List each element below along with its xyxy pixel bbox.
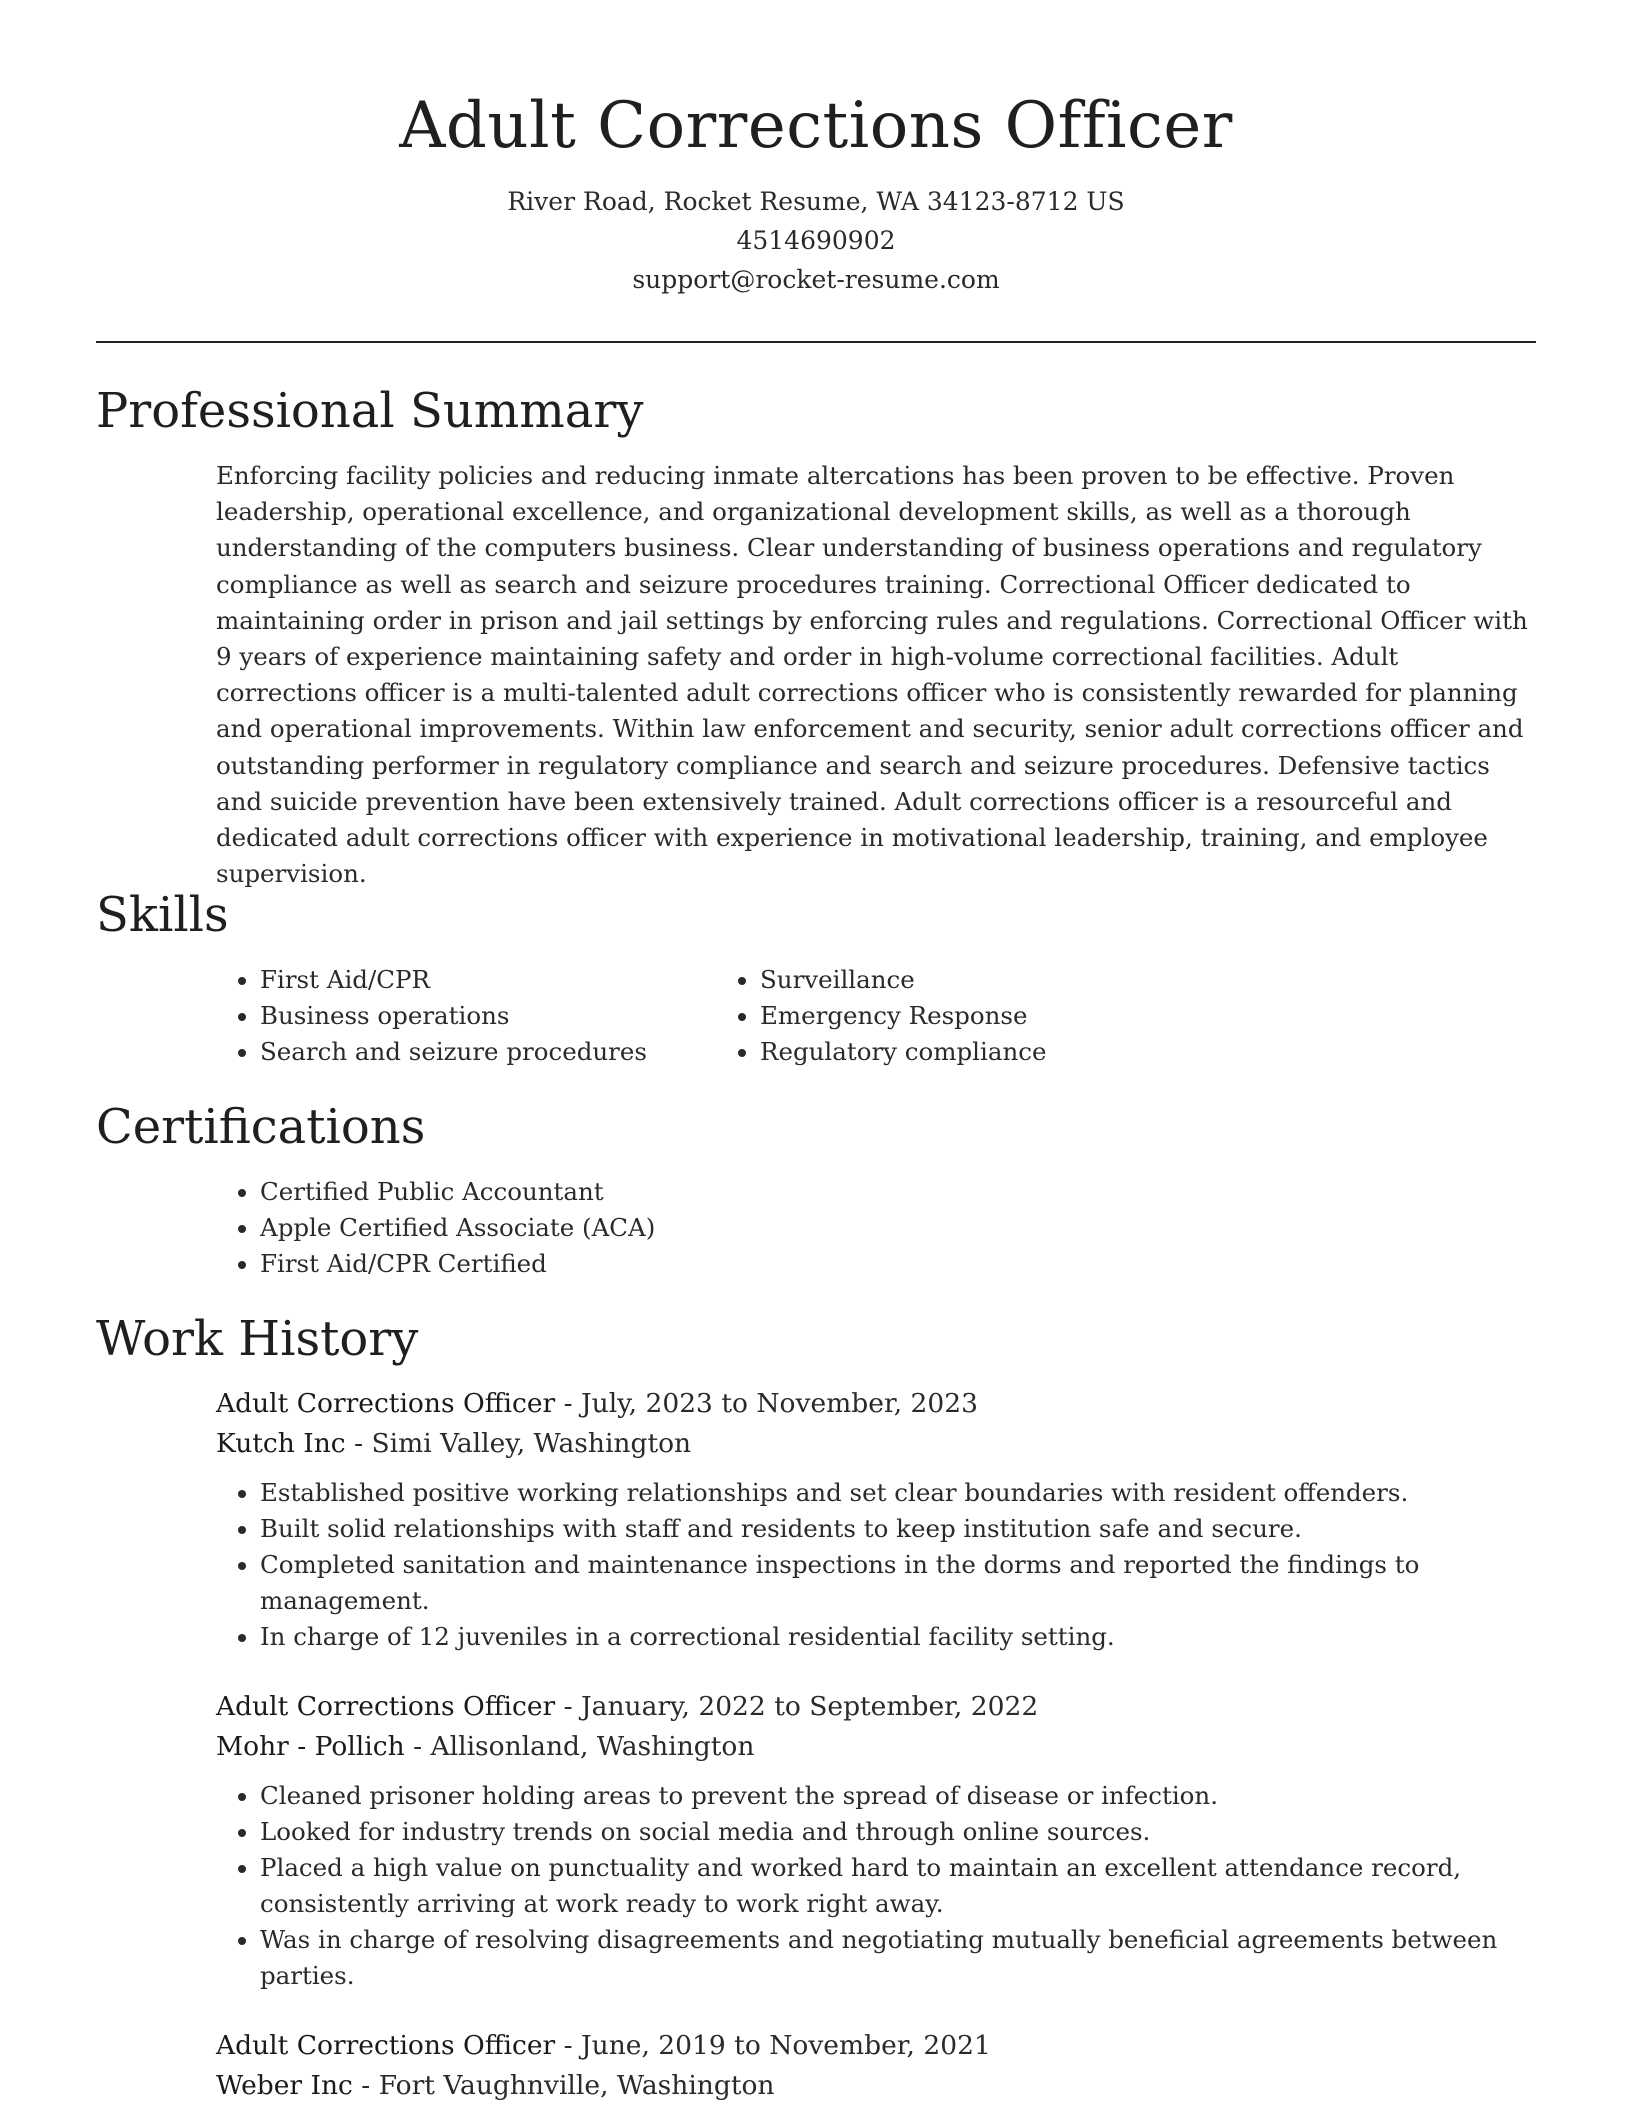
job-duty: • Established positive working relationships and set clear boundaries with resident offenders. [260,1475,1536,1511]
contact-address: River Road, Rocket Resume, WA 34123-8712 US [507,187,1125,216]
skill-item: • Emergency Response [760,998,1046,1034]
job-dates: June, 2019 to November, 2021 [581,2030,991,2061]
certifications-list [96,1174,1536,1282]
contact-block [0,182,1632,299]
skill-item: • Business operations [260,998,746,1034]
job-separator: - [352,2070,379,2101]
contact-phone: 4514690902 [736,226,896,255]
job-location: Fort Vaughnville, Washington [378,2070,775,2101]
job-company: Weber Inc [216,2070,353,2101]
job-company: Mohr - Pollich [216,1731,405,1762]
skill-item: • First Aid/CPR [260,962,746,998]
certification-item: • Certified Public Accountant [260,1174,1536,1210]
certification-item: • Apple Certified Associate (ACA) [260,1210,1536,1246]
work-history-heading: Work History [96,1311,419,1367]
job-location: Allisonland, Washington [430,1731,755,1762]
job-separator: - [404,1731,431,1762]
contact-email: support@rocket-resume.com [632,265,1000,294]
job-separator: - [345,1428,372,1459]
job-title: Adult Corrections Officer [216,1691,556,1722]
job-company-line [216,1727,1536,1767]
certifications-section [96,1095,1536,1282]
job-entry [216,1687,1536,1994]
job-duties-list [216,1475,1536,1655]
job-title: Adult Corrections Officer [216,1388,556,1419]
job-entry [216,2026,1536,2106]
skill-item: • Search and seizure procedures [260,1034,746,1070]
job-duty: • Looked for industry trends on social media and through online sources. [260,1814,1536,1850]
job-duty: • Placed a high value on punctuality and worked hard to maintain an excellent attendance record, consistently arriving at work ready to work right away. [260,1850,1536,1922]
job-dates: July, 2023 to November, 2023 [581,1388,978,1419]
job-title-line [216,1384,1536,1424]
skill-item: • Surveillance [760,962,1046,998]
job-duty: • Was in charge of resolving disagreements and negotiating mutually beneficial agreements between parties. [260,1922,1536,1994]
job-duty: • Cleaned prisoner holding areas to prevent the spread of disease or infection. [260,1778,1536,1814]
certification-item: • First Aid/CPR Certified [260,1246,1536,1282]
skill-item: • Regulatory compliance [760,1034,1046,1070]
summary-heading: Professional Summary [96,383,644,439]
job-title: Adult Corrections Officer [216,2030,556,2061]
certifications-heading: Certifications [96,1099,426,1155]
job-title-line [216,2026,1536,2066]
skills-list-left [96,962,746,1070]
job-location: Simi Valley, Washington [371,1428,692,1459]
summary-section [96,379,1536,892]
skills-heading: Skills [96,887,229,943]
job-company: Kutch Inc [216,1428,346,1459]
job-entry [216,1384,1536,1655]
job-separator: - [555,2030,582,2061]
job-separator: - [555,1388,582,1419]
job-duty: • Completed sanitation and maintenance inspections in the dorms and reported the findings to management. [260,1547,1536,1619]
summary-text: Enforcing facility policies and reducing inmate altercations has been proven to be effective. Proven leadership, operational excellence, and organizational development skills, as well as a thorough understanding of the computers business. Clear understanding of business operations and regulatory compliance as well as search and seizure procedures training. Correctional Officer dedicated to maintaining order in prison and jail settings by enforcing rules and regulations. Correctional Officer with 9 years of experience maintaining safety and order in high-volume correctional facilities. Adult corrections officer is a multi-talented adult corrections officer who is consistently rewarded for planning and operational improvements. Within law enforcement and security, senior adult corrections officer and outstanding performer in regulatory compliance and search and seizure procedures. Defensive tactics and suicide prevention have been extensively trained. Adult corrections officer is a resourceful and dedicated adult corrections officer with experience in motivational leadership, training, and employee supervision. [216,461,1528,889]
skills-list-right [746,962,1046,1070]
candidate-name: Adult Corrections Officer [399,89,1233,163]
job-company-line [216,2066,1536,2106]
job-duty: • In charge of 12 juveniles in a correctional residential facility setting. [260,1619,1536,1655]
header-divider [96,341,1536,343]
job-duty: • Built solid relationships with staff and residents to keep institution safe and secure. [260,1511,1536,1547]
job-separator: - [555,1691,582,1722]
job-title-line [216,1687,1536,1727]
skills-section [96,883,1536,1070]
resume-header [0,0,1632,299]
job-duties-list [216,1778,1536,1994]
work-history-section [96,1307,1536,2106]
job-company-line [216,1424,1536,1464]
skills-columns [96,962,1536,1070]
job-dates: January, 2022 to September, 2022 [581,1691,1039,1722]
